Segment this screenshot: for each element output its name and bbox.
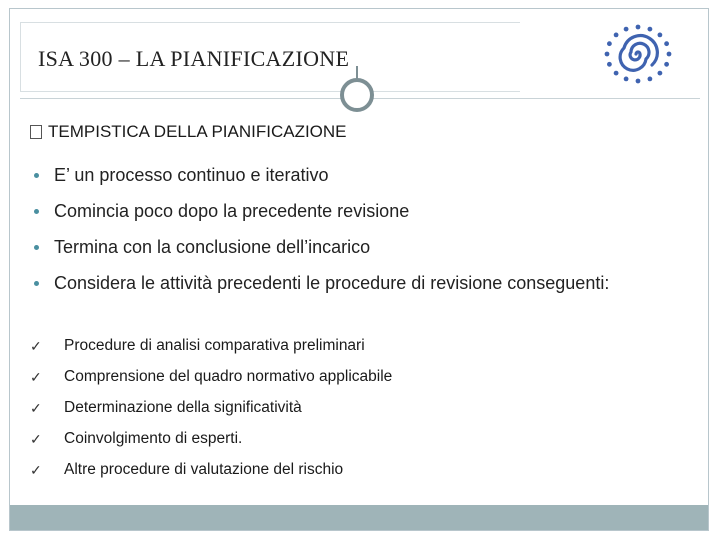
- logo-dot: [658, 71, 663, 76]
- check-text: Coinvolgimento di esperti.: [64, 430, 243, 447]
- bullet-text: Termina con la conclusione dell’incarico: [54, 237, 371, 257]
- bullet-dot-icon: [34, 281, 39, 286]
- bullet-dot-icon: [34, 245, 39, 250]
- check-list: [30, 336, 392, 491]
- heading-marker-box: [30, 125, 42, 139]
- checkmark-icon: ✓: [30, 338, 42, 354]
- logo-dot: [607, 41, 612, 46]
- list-item: [30, 429, 392, 449]
- checkmark-icon: ✓: [30, 400, 42, 416]
- check-text: Comprensione del quadro normativo applicabile: [64, 368, 393, 385]
- list-item: [30, 200, 690, 222]
- check-text: Altre procedure di valutazione del rischio: [64, 461, 344, 478]
- logo-dot: [624, 27, 629, 32]
- bullet-list: [30, 164, 690, 308]
- section-heading-text: TEMPISTICA DELLA PIANIFICAZIONE: [48, 122, 347, 141]
- bullet-text: Considera le attività precedenti le procedure di revisione conseguenti:: [54, 273, 610, 293]
- logo-dot: [605, 52, 610, 57]
- bullet-dot-icon: [34, 209, 39, 214]
- list-item: [30, 236, 690, 258]
- checkmark-icon: ✓: [30, 431, 42, 447]
- logo-dot: [667, 52, 672, 57]
- list-item: [30, 460, 392, 480]
- bullet-text: Comincia poco dopo la precedente revisione: [54, 201, 410, 221]
- logo-dot: [658, 33, 663, 38]
- logo-dot: [614, 33, 619, 38]
- list-item: [30, 272, 680, 294]
- logo-dot: [664, 41, 669, 46]
- logo-dot: [648, 27, 653, 32]
- ring-icon: [340, 78, 374, 112]
- bullet-dot-icon: [34, 173, 39, 178]
- checkmark-icon: ✓: [30, 462, 42, 478]
- spiral-logo-icon: [598, 18, 678, 88]
- list-item: [30, 336, 392, 356]
- check-text: Procedure di analisi comparativa preliminari: [64, 337, 365, 354]
- logo-dot: [636, 79, 641, 84]
- logo-dot: [636, 25, 641, 30]
- footer-bar: [10, 505, 708, 530]
- logo-dot: [648, 77, 653, 82]
- check-text: Determinazione della significatività: [64, 399, 302, 416]
- logo-dot: [607, 62, 612, 67]
- list-item: [30, 164, 690, 186]
- logo-dot: [624, 77, 629, 82]
- bullet-text: E’ un processo continuo e iterativo: [54, 165, 329, 185]
- logo-dot: [614, 71, 619, 76]
- logo-dot: [664, 62, 669, 67]
- checkmark-icon: ✓: [30, 369, 42, 385]
- slide-title: ISA 300 – LA PIANIFICAZIONE: [38, 46, 350, 71]
- list-item: [30, 398, 392, 418]
- list-item: [30, 367, 392, 387]
- section-heading: [30, 122, 347, 142]
